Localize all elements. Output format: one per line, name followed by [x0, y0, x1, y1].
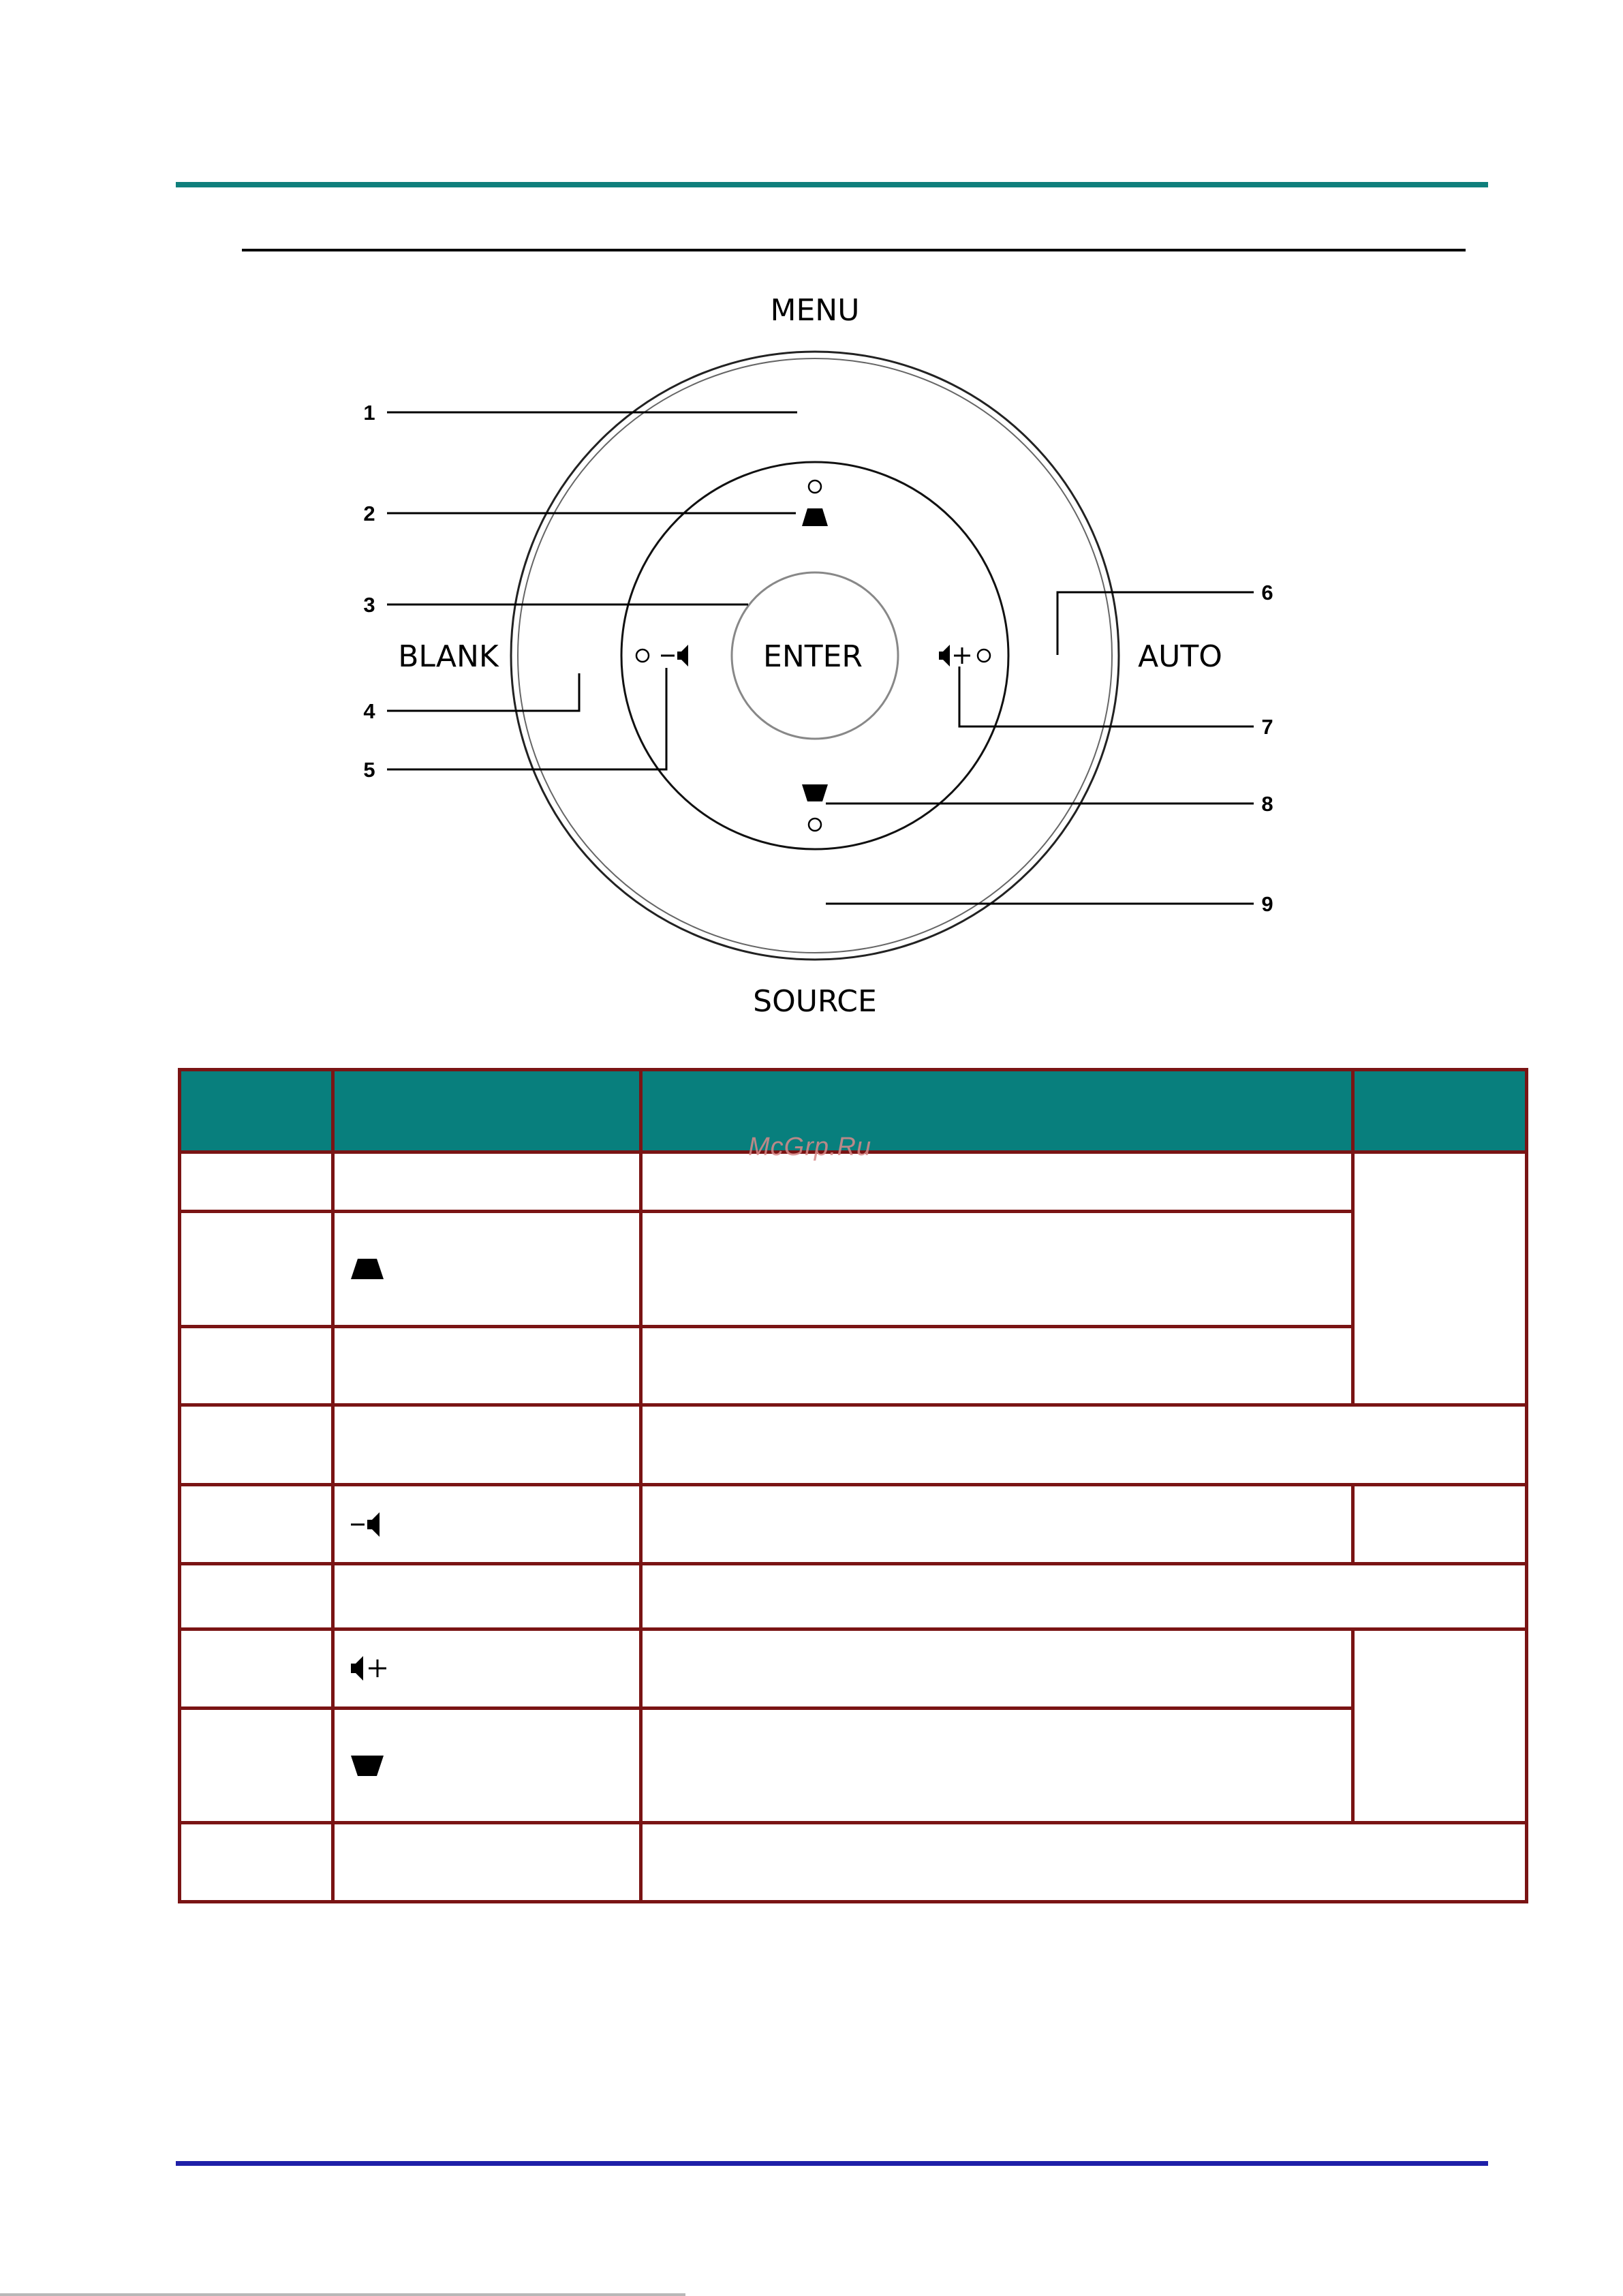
volume-down-icon[interactable] [661, 645, 688, 667]
callout-9: 9 [1261, 892, 1273, 916]
table-cell [333, 1629, 641, 1708]
scan-edge [0, 2293, 685, 2296]
watermark: McGrp.Ru [748, 1133, 872, 1161]
table-cell [180, 1564, 333, 1629]
volume-down-icon [350, 1511, 390, 1538]
table-cell [1353, 1152, 1527, 1405]
table-cell [333, 1484, 641, 1564]
control-table [178, 1068, 1528, 1903]
table-row [180, 1564, 1527, 1629]
table-cell [180, 1326, 333, 1405]
keystone-down-icon[interactable] [802, 784, 828, 801]
blank-label[interactable]: BLANK [398, 639, 499, 674]
table-cell [180, 1152, 333, 1212]
source-label[interactable]: SOURCE [753, 984, 877, 1019]
table-cell [333, 1326, 641, 1405]
callout-6: 6 [1261, 581, 1273, 604]
table-cell [180, 1629, 333, 1708]
enter-label[interactable]: ENTER [763, 639, 863, 674]
keystone-up-icon[interactable] [802, 508, 828, 526]
keystone-up-icon [350, 1257, 385, 1281]
table-cell [180, 1708, 333, 1823]
callout-7: 7 [1261, 715, 1273, 739]
table-cell [333, 1564, 641, 1629]
keystone-down-icon [350, 1754, 385, 1777]
table-cell [333, 1212, 641, 1327]
keypad-diagram [0, 0, 1623, 1036]
volume-up-icon[interactable] [939, 645, 970, 667]
table-cell [641, 1564, 1527, 1629]
table-cell [641, 1629, 1353, 1708]
table-cell [641, 1326, 1353, 1405]
table-cell [333, 1708, 641, 1823]
table-cell [333, 1152, 641, 1212]
callout-2: 2 [363, 502, 375, 525]
indicator-left [636, 649, 649, 662]
table-row [180, 1823, 1527, 1902]
table-row [180, 1405, 1527, 1485]
header-cell [333, 1070, 641, 1152]
table-cell [1353, 1484, 1527, 1564]
volume-up-icon [350, 1655, 390, 1682]
header-cell [1353, 1070, 1527, 1152]
table-cell [333, 1405, 641, 1485]
table-cell [641, 1484, 1353, 1564]
table-cell [641, 1212, 1353, 1327]
footer-rule [176, 2161, 1488, 2166]
auto-label[interactable]: AUTO [1138, 639, 1222, 674]
table-row [180, 1484, 1527, 1564]
callout-3: 3 [363, 593, 375, 617]
menu-label[interactable]: MENU [770, 293, 860, 328]
table-cell [641, 1823, 1527, 1902]
callout-1: 1 [363, 401, 375, 425]
table-cell [641, 1405, 1527, 1485]
callout-8: 8 [1261, 792, 1273, 816]
table-cell [180, 1212, 333, 1327]
table-row [180, 1629, 1527, 1708]
table-row [180, 1212, 1527, 1327]
indicator-right [978, 649, 990, 662]
table-cell [333, 1823, 641, 1902]
table-cell [180, 1405, 333, 1485]
table-row [180, 1708, 1527, 1823]
callout-5: 5 [363, 758, 375, 782]
table-cell [641, 1708, 1353, 1823]
table-cell [1353, 1629, 1527, 1823]
table-cell [180, 1823, 333, 1902]
indicator-up [809, 480, 821, 493]
indicator-down [809, 818, 821, 831]
header-cell [180, 1070, 333, 1152]
callout-4: 4 [363, 699, 375, 723]
table-row [180, 1326, 1527, 1405]
table-cell [180, 1484, 333, 1564]
